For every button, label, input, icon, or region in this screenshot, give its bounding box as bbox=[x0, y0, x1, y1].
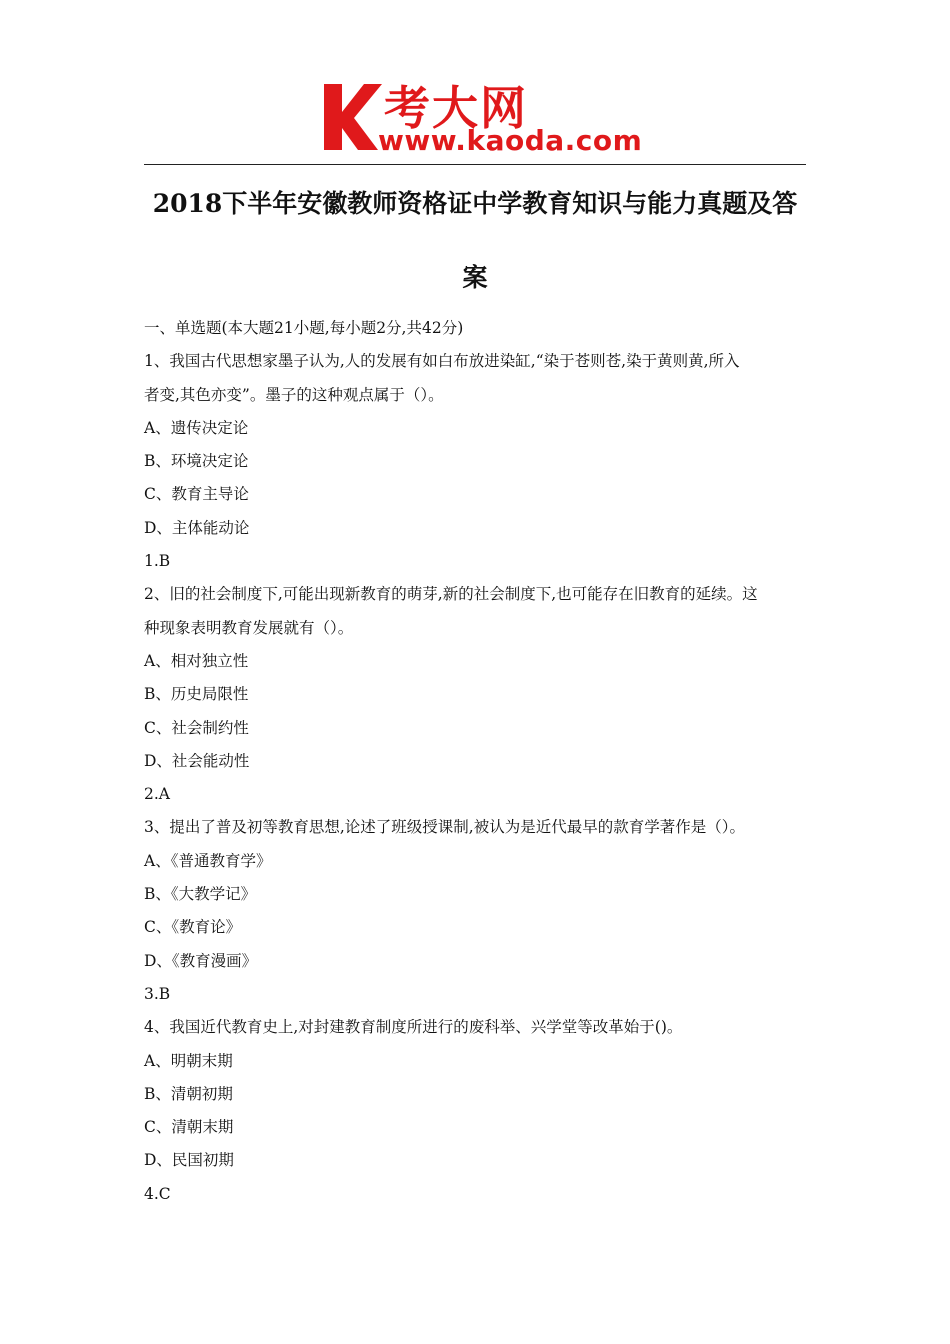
text-line: A、遗传决定论 bbox=[144, 418, 249, 437]
text-line: 4、我国近代教育史上,对封建教育制度所进行的废科举、兴学堂等改革始于()。 bbox=[144, 1018, 683, 1037]
document-title-line-1: 2018下半年安徽教师资格证中学教育知识与能力真题及答 bbox=[152, 189, 798, 218]
text-line: B、环境决定论 bbox=[144, 452, 249, 471]
text-line: C、社会制约性 bbox=[144, 718, 249, 737]
text-line: C、教育主导论 bbox=[144, 485, 249, 504]
header-divider bbox=[144, 164, 806, 165]
text-line: 者变,其色亦变”。墨子的这种观点属于（）。 bbox=[144, 385, 444, 404]
k-logo-icon bbox=[320, 78, 384, 154]
text-line: D、民国初期 bbox=[144, 1151, 234, 1170]
text-line: 3.B bbox=[144, 984, 171, 1003]
text-line: 1、我国古代思想家墨子认为,人的发展有如白布放进染缸,“染于苍则苍,染于黄则黄,所入 bbox=[144, 352, 740, 371]
text-line: 2、旧的社会制度下,可能出现新教育的萌芽,新的社会制度下,也可能存在旧教育的延续。这 bbox=[144, 585, 758, 604]
question-content bbox=[144, 312, 810, 1211]
logo-url-text: www.kaoda.com bbox=[378, 124, 643, 157]
text-line: 1.B bbox=[144, 552, 171, 571]
text-line: C、清朝末期 bbox=[144, 1118, 234, 1137]
text-line: 3、提出了普及初等教育思想,论述了班级授课制,被认为是近代最早的款育学著作是（）。 bbox=[144, 818, 745, 837]
text-line: B、清朝初期 bbox=[144, 1084, 233, 1103]
text-line: D、主体能动论 bbox=[144, 518, 250, 537]
text-line: 一、单选题(本大题21小题,每小题2分,共42分) bbox=[144, 319, 464, 337]
text-line: A、明朝末期 bbox=[144, 1051, 233, 1070]
text-line: C、《教育论》 bbox=[144, 918, 242, 937]
kaoda-logo bbox=[320, 78, 643, 158]
text-line: 2.A bbox=[144, 785, 170, 804]
document-title-line-2: 案 bbox=[462, 263, 488, 292]
text-line: 4.C bbox=[144, 1184, 171, 1203]
text-line: A、相对独立性 bbox=[144, 651, 249, 670]
text-line: A、《普通教育学》 bbox=[144, 851, 272, 870]
text-line: B、历史局限性 bbox=[144, 685, 249, 704]
text-line: 种现象表明教育发展就有（）。 bbox=[144, 618, 354, 637]
text-line: D、《教育漫画》 bbox=[144, 951, 258, 970]
logo-brand-text: 考大网 bbox=[384, 81, 528, 135]
text-line: B、《大教学记》 bbox=[144, 885, 257, 904]
text-line: D、社会能动性 bbox=[144, 751, 250, 770]
